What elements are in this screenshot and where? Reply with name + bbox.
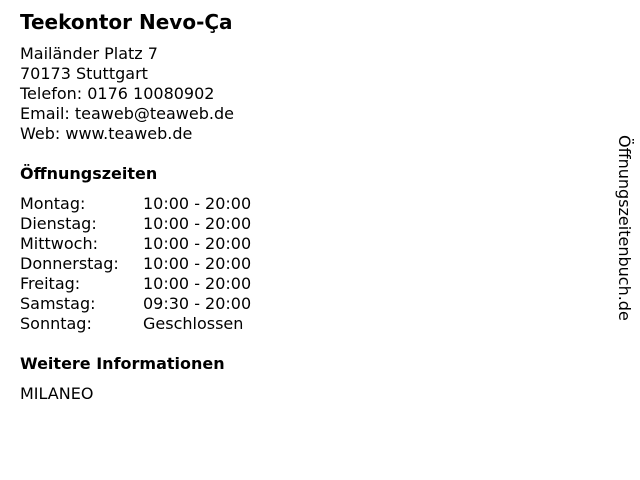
- time-value: 09:30 - 20:00: [143, 294, 252, 313]
- phone-line: Telefon: 0176 10080902: [20, 84, 215, 103]
- address-block: [20, 44, 600, 144]
- more-info-text: MILANEO: [20, 384, 94, 403]
- time-value: 10:00 - 20:00: [143, 214, 252, 233]
- day-label: Donnerstag:: [20, 254, 119, 273]
- hours-row-wednesday: [20, 234, 251, 254]
- day-label: Montag:: [20, 194, 86, 213]
- website-line: Web: www.teaweb.de: [20, 124, 193, 143]
- hours-row-saturday: [20, 294, 251, 314]
- brand-watermark: Öffnungszeitenbuch.de: [615, 135, 634, 321]
- time-value: 10:00 - 20:00: [143, 234, 252, 253]
- day-label: Mittwoch:: [20, 234, 98, 253]
- city-line: 70173 Stuttgart: [20, 64, 148, 83]
- opening-hours-table: [20, 194, 251, 334]
- street-address: Mailänder Platz 7: [20, 44, 158, 63]
- hours-row-sunday: [20, 314, 251, 334]
- day-label: Samstag:: [20, 294, 96, 313]
- opening-hours-heading: Öffnungszeiten: [20, 164, 158, 183]
- more-info-heading: Weitere Informationen: [20, 354, 225, 373]
- hours-row-monday: [20, 194, 251, 214]
- email-line: Email: teaweb@teaweb.de: [20, 104, 234, 123]
- day-label: Freitag:: [20, 274, 81, 293]
- time-value: 10:00 - 20:00: [143, 194, 252, 213]
- time-value: Geschlossen: [143, 314, 244, 333]
- store-info-card: [20, 10, 600, 404]
- day-label: Sonntag:: [20, 314, 92, 333]
- time-value: 10:00 - 20:00: [143, 254, 252, 273]
- hours-row-friday: [20, 274, 251, 294]
- hours-row-tuesday: [20, 214, 251, 234]
- hours-row-thursday: [20, 254, 251, 274]
- time-value: 10:00 - 20:00: [143, 274, 252, 293]
- day-label: Dienstag:: [20, 214, 97, 233]
- store-name: Teekontor Nevo-Ça: [20, 10, 233, 34]
